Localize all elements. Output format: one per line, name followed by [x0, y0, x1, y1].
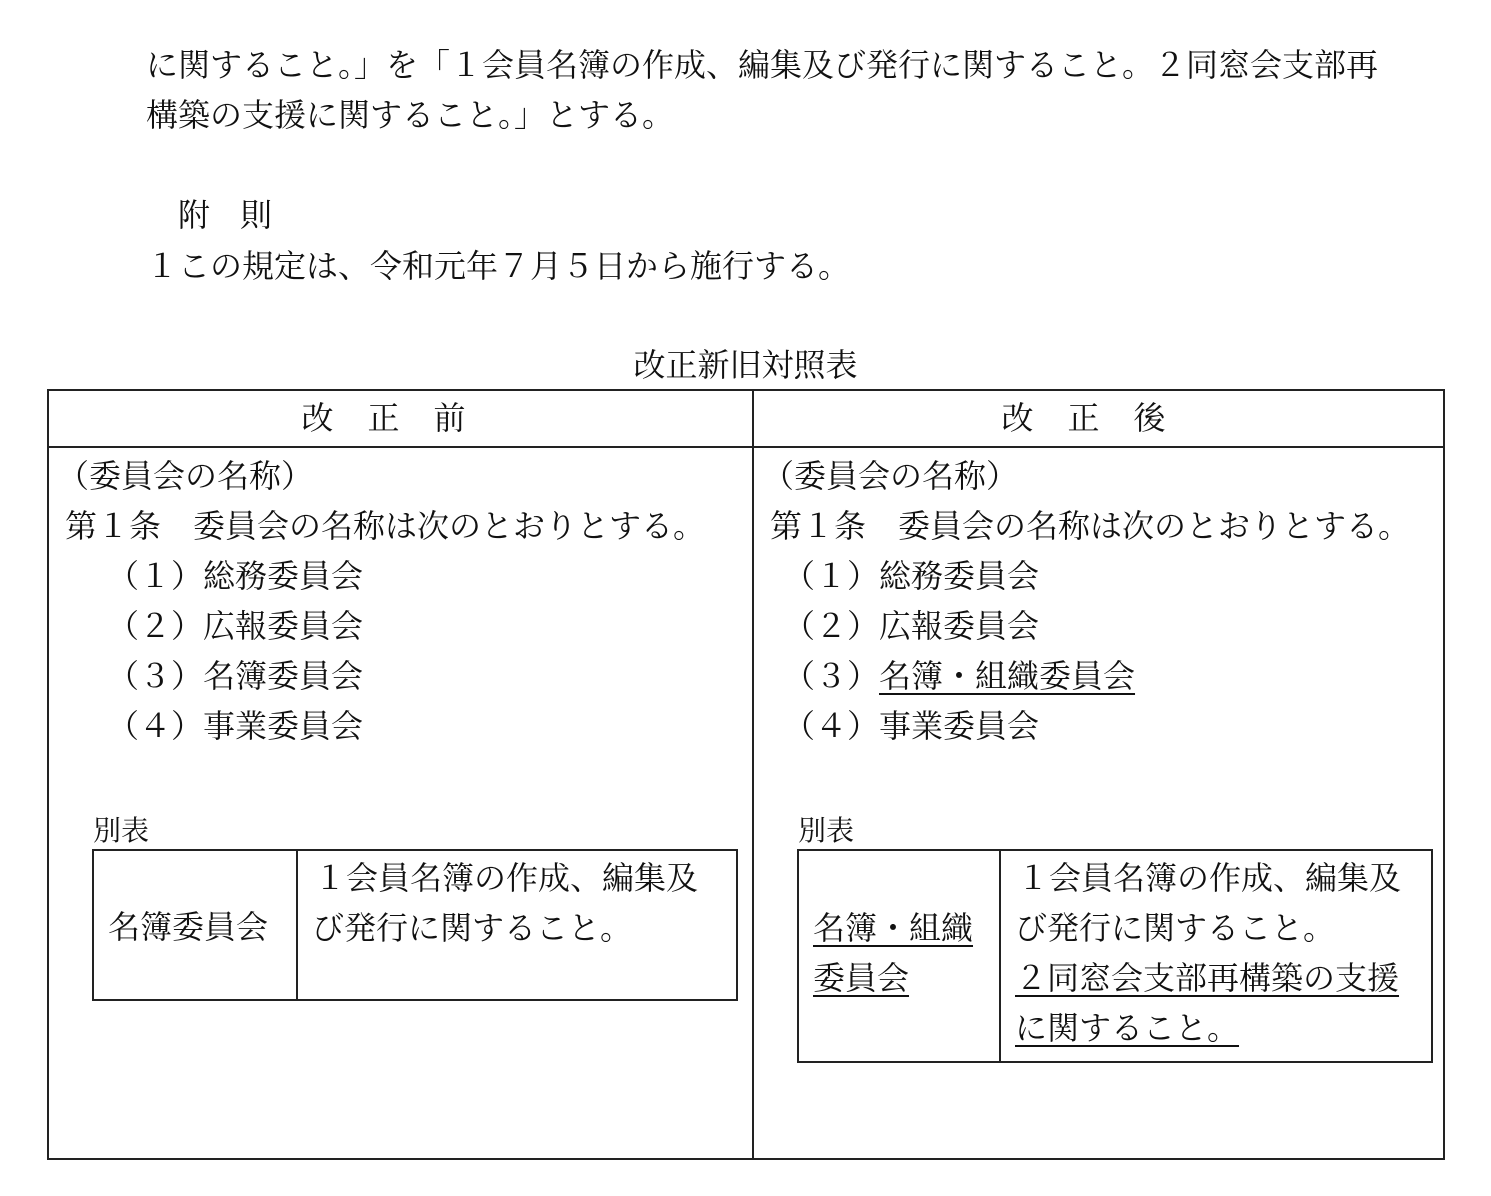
item-number: （３） [107, 657, 204, 695]
appendix-column-divider [296, 851, 298, 999]
intro-text-line-2: 構築の支援に関すること。」とする。 [146, 96, 675, 134]
supplementary-provisions-text: １この規定は、令和元年７月５日から施行する。 [146, 247, 851, 285]
after-appendix-duty-line-1: １会員名簿の作成、編集及 [1017, 859, 1402, 897]
after-article-body: 第１条 委員会の名称は次のとおりとする。 [770, 507, 1411, 545]
item-number: （２） [107, 607, 204, 645]
after-item-2 [783, 601, 1039, 651]
before-item-2 [107, 601, 363, 651]
item-number: （１） [783, 557, 880, 595]
after-appendix-committee-name-line-1: 名簿・組織 [813, 909, 974, 947]
after-item-1 [783, 551, 1039, 601]
item-number: （２） [783, 607, 880, 645]
before-appendix-duty-line-2: び発行に関すること。 [312, 909, 633, 947]
item-number: （１） [107, 557, 204, 595]
supplementary-provisions-heading: 附則 [178, 196, 303, 234]
item-text-amended: 名簿・組織委員会 [879, 657, 1136, 695]
item-number: （３） [783, 657, 880, 695]
comparison-table [47, 389, 1445, 1160]
after-appendix-committee-name-line-2: 委員会 [813, 959, 910, 997]
intro-text-line-1: に関すること。」を「１会員名簿の作成、編集及び発行に関すること。２同窓会支部再 [146, 46, 1379, 84]
after-item-4 [783, 701, 1039, 751]
after-appendix-duty-line-2: び発行に関すること。 [1015, 909, 1336, 947]
before-appendix-label: 別表 [93, 814, 150, 847]
column-divider [752, 391, 754, 1158]
item-text: 広報委員会 [203, 607, 364, 645]
item-text: 総務委員会 [879, 557, 1040, 595]
after-item-3 [783, 651, 1135, 701]
item-number: （４） [107, 707, 204, 745]
item-text: 名簿委員会 [203, 657, 364, 695]
item-text: 広報委員会 [879, 607, 1040, 645]
before-column-header: 改正前 [301, 399, 500, 437]
item-text: 総務委員会 [203, 557, 364, 595]
before-item-3 [107, 651, 363, 701]
after-article-title: （委員会の名称） [762, 457, 1019, 495]
before-article-body: 第１条 委員会の名称は次のとおりとする。 [65, 507, 706, 545]
before-appendix-table [92, 849, 738, 1001]
item-number: （４） [783, 707, 880, 745]
after-appendix-table [797, 849, 1433, 1063]
item-text: 事業委員会 [203, 707, 364, 745]
header-rule [49, 446, 1443, 448]
item-text: 事業委員会 [879, 707, 1040, 745]
after-appendix-duty-line-3: ２同窓会支部再構築の支援 [1015, 959, 1400, 997]
before-item-1 [107, 551, 363, 601]
before-appendix-duty-line-1: １会員名簿の作成、編集及 [314, 859, 699, 897]
after-appendix-label: 別表 [798, 814, 855, 847]
before-article-title: （委員会の名称） [57, 457, 314, 495]
before-appendix-committee-name: 名簿委員会 [108, 908, 269, 946]
table-caption: 改正新旧対照表 [633, 346, 858, 384]
before-item-4 [107, 701, 363, 751]
after-appendix-duty-line-4: に関すること。 [1015, 1009, 1240, 1047]
appendix-column-divider [999, 851, 1001, 1061]
after-column-header: 改正後 [1001, 399, 1200, 437]
